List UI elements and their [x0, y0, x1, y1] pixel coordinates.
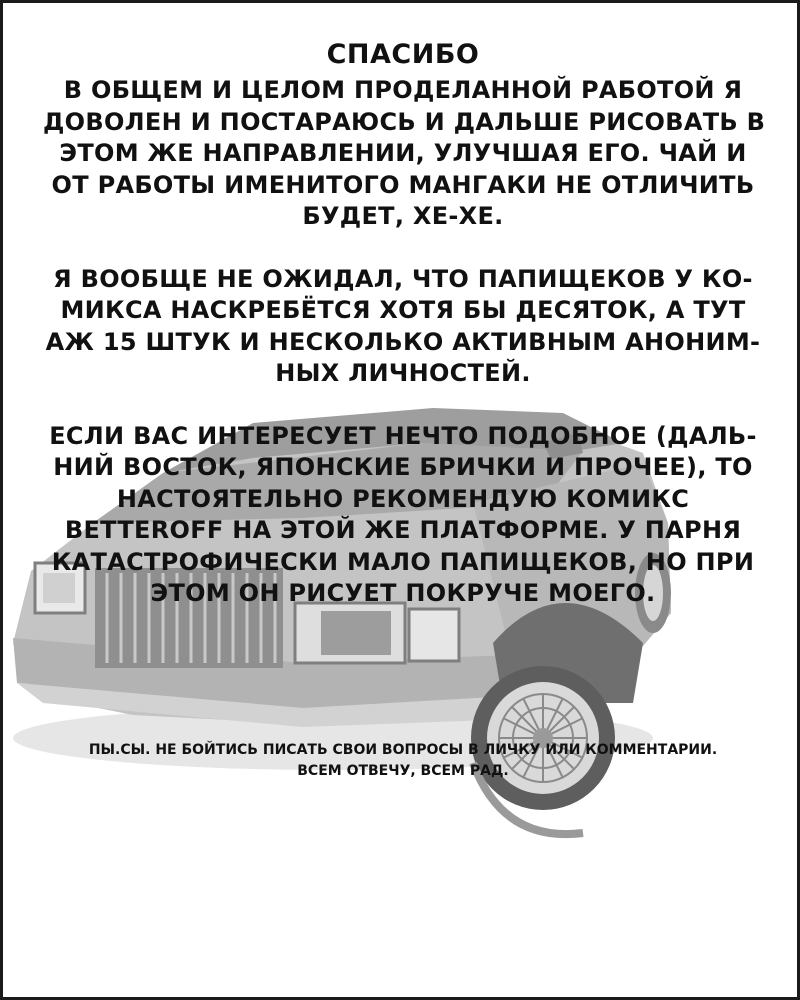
text-line: НЫХ ЛИЧНОСТЕЙ.: [275, 359, 531, 387]
text-line: НАСТОЯТЕЛЬНО РЕКОМЕНДУЮ КОМИКС: [116, 484, 690, 513]
text-line: МИКСА НАСКРЕБЁТСЯ ХОТЯ БЫ ДЕСЯТОК, А ТУТ: [60, 296, 746, 324]
text-line: КАТАСТРОФИЧЕСКИ МАЛО ПАПИЩЕКОВ, НО ПРИ: [51, 547, 755, 576]
page-title: СПАСИБО: [326, 39, 480, 70]
text-line: НИЙ ВОСТОК, ЯПОНСКИЕ БРИЧКИ И ПРОЧЕЕ), ТО: [53, 453, 753, 481]
text-line: Я ВООБЩЕ НЕ ОЖИДАЛ, ЧТО ПАПИЩЕКОВ У КО-: [53, 264, 753, 293]
text-line: BETTEROFF НА ЭТОЙ ЖЕ ПЛАТФОРМЕ. У ПАРНЯ: [64, 516, 742, 544]
text-line: ЭТОМ ЖЕ НАПРАВЛЕНИИ, УЛУЧШАЯ ЕГО. ЧАЙ И: [59, 139, 747, 167]
text-line: АЖ 15 ШТУК И НЕСКОЛЬКО АКТИВНЫМ АНОНИМ-: [45, 327, 761, 356]
postscript-line: ПЫ.СЫ. НЕ БОЙТИСЬ ПИСАТЬ СВОИ ВОПРОСЫ В ЛИЧКУ ИЛИ КОММЕНТАРИИ.: [88, 742, 718, 758]
text-line: ДОВОЛЕН И ПОСТАРАЮСЬ И ДАЛЬШЕ РИСОВАТЬ В: [43, 107, 766, 136]
paragraph-2: [43, 264, 763, 390]
text-line: БУДЕТ, ХЕ-ХЕ.: [302, 202, 504, 230]
paragraph-3: [43, 421, 763, 610]
postscript: [43, 740, 763, 782]
text-line: В ОБЩЕМ И ЦЕЛОМ ПРОДЕЛАННОЙ РАБОТОЙ Я: [63, 76, 743, 104]
text-line: ЕСЛИ ВАС ИНТЕРЕСУЕТ НЕЧТО ПОДОБНОЕ (ДАЛЬ-: [49, 421, 757, 450]
message-block: [43, 39, 766, 641]
text-line: ЭТОМ ОН РИСУЕТ ПОКРУЧЕ МОЕГО.: [150, 579, 656, 607]
postscript-line: ВСЕМ ОТВЕЧУ, ВСЕМ РАД.: [297, 763, 509, 779]
text-line: ОТ РАБОТЫ ИМЕНИТОГО МАНГАКИ НЕ ОТЛИЧИТЬ: [51, 170, 755, 199]
paragraph-1: [43, 75, 766, 233]
